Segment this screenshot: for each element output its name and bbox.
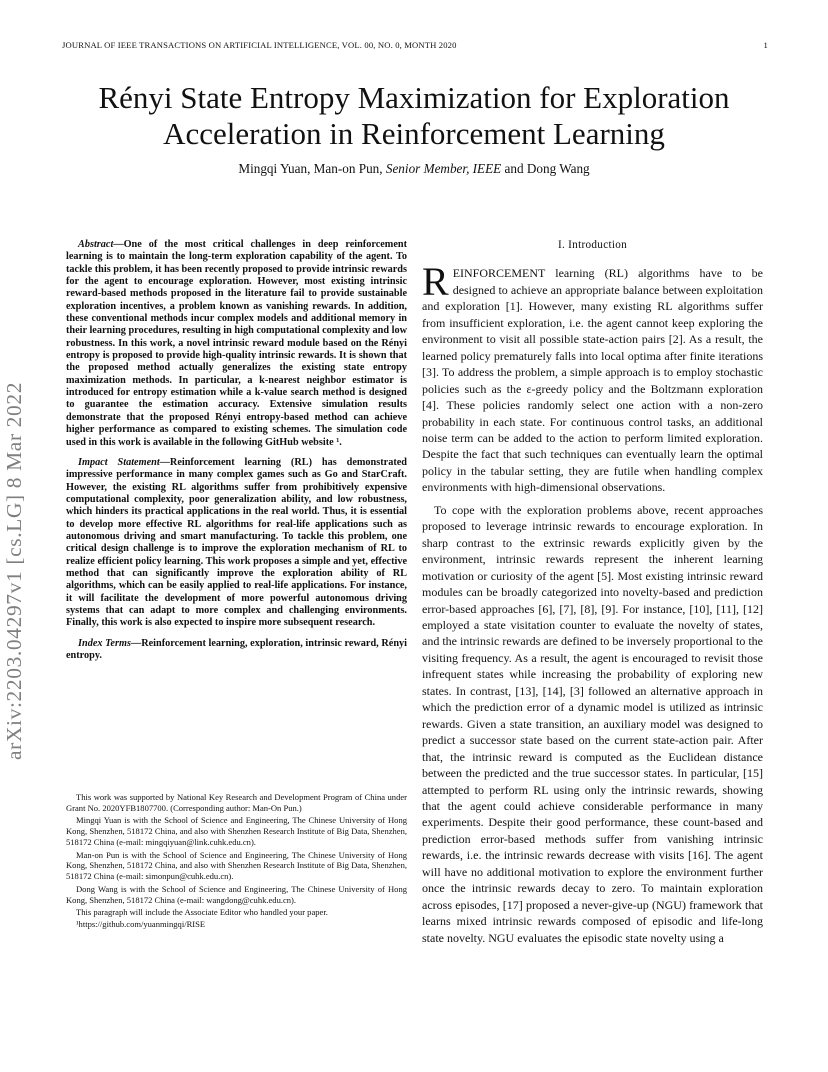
footnote-author-1: Mingqi Yuan is with the School of Science and Engineering, The Chinese University of Hong Kong, Shenzhen, 518172 China, and also with Shenzhen Research Institute of Big Data, Shenzhen, 518172 China (e-mail: mingqiyuan@link.cuhk.edu.cn).: [66, 815, 407, 848]
title-line-1: Rényi State Entropy Maximization for Exploration: [98, 80, 730, 115]
paper-title: [40, 80, 788, 152]
footnote-editor: This paragraph will include the Associate Editor who handled your paper.: [76, 907, 328, 918]
footnote-github-link[interactable]: ¹https://github.com/yuanmingqi/RISE: [76, 919, 206, 930]
intro-paragraph-2: To cope with the exploration problems above, recent approaches proposed to leverage intrinsic rewards to encourage exploration. In sharp contrast to the extrinsic rewards explicitly given by the environment, intrinsic rewards represent the inherent learning motivation or curiosity of the agent [5]. Most existing intrinsic reward modules can be broadly categorized into novelty-based and prediction error-based approaches [6], [7], [8], [9]. For instance, [10], [11], [12] employed a state visitation counter to evaluate the novelty of states, and the intrinsic rewards are defined to be inversely proportional to the visiting frequency. As a result, the agent is encouraged to revisit those infrequent states while increasing the probability of exploring new states. In contrast, [13], [14], [3] followed an alternative approach in which the prediction error of a dynamic model is utilized as intrinsic rewards. Given a state transition, an auxiliary model was designed to predict a successor state based on the current state-action pair. After that, the intrinsic reward is computed as the Euclidean distance between the predicted and the true successor states. In particular, [15] attempted to perform RL using only the intrinsic rewards, showing that the agent could achieve considerable performance in many experiments. Despite their good performance, these count-based and prediction error-based methods suffer from vanishing intrinsic rewards, i.e. the intrinsic rewards decrease with visits [16]. The agent will have no additional motivation to explore the environment further once the intrinsic rewards decay to zero. To maintain exploration across episodes, [17] proposed a never-give-up (NGU) framework that learns mixed intrinsic rewards composed of episodic and life-long state novelty. NGU evaluates the episodic state novelty using a: [422, 502, 763, 945]
footnote-funding: This work was supported by National Key Research and Development Program of China under Grant No. 2020YFB1807700. (Corresponding author: Man-On Pun.): [66, 792, 407, 813]
arxiv-side-stamp: arXiv:2203.04297v1 [cs.LG] 8 Mar 2022: [2, 381, 26, 760]
index-terms: [66, 638, 407, 663]
intro-paragraph-1: [422, 259, 763, 495]
abstract-lead: Abstract: [78, 239, 114, 250]
abstract-text: —One of the most critical challenges in deep reinforcement learning is to maintain the long-term exploration capability of the agent. To tackle this problem, it has been recently proposed to provide intrinsic rewards for the agent to encourage exploration. However, most existing intrinsic reward-based methods proposed in the literature fail to provide sustainable exploration incentives, a problem known as vanishing rewards. In addition, these conventional methods incur complex models and additional memory in their learning procedures, resulting in high computational complexity and low robustness. In this work, a novel intrinsic reward module based on the Rényi entropy is proposed to provide high-quality intrinsic rewards. It is shown that the proposed method actually generalizes the existing state entropy maximization methods. In particular, a k-nearest neighbor estimator is introduced for entropy estimation while a k-value search method is designed to guarantee the estimation accuracy. Extensive simulation results demonstrate that the proposed Rényi entropy-based method can achieve higher performance as compared to existing schemes. The simulation code used in this work is available in the following GitHub website ¹.: [66, 239, 407, 448]
impact-text: —Reinforcement learning (RL) has demonstrated impressive performance in many complex games such as Go and StarCraft. However, the existing RL algorithms suffer from prohibitively expensive computational complexity, poor generalization ability, and low robustness, which hinders its practical applications in the real world. Thus, it is essential to develop more effective RL algorithms for real-life applications such as autonomous driving and smart manufacturing. To tackle this problem, one critical design challenge is to improve the exploration mechanism of RL to realize efficient policy learning. This work proposes a simple and yet, effective method that can significantly improve the exploration ability of RL algorithms, which can be easily applied to real-life applications. For instance, it will facilitate the development of more powerful autonomous driving systems that can adapt to more complex and challenging environments. Finally, this work is also expected to inspire more subsequent research.: [66, 456, 407, 629]
index-terms-lead: Index Terms: [78, 637, 131, 649]
right-column: [422, 237, 763, 952]
section-heading: I. Introduction: [557, 239, 628, 251]
page-number: 1: [763, 40, 768, 50]
author-last: and Dong Wang: [504, 161, 590, 176]
footnote-author-3: Dong Wang is with the School of Science and Engineering, The Chinese University of Hong Kong, Shenzhen, 518172 China (e-mail: wangdong@cuhk.edu.cn).: [66, 883, 407, 905]
left-column: [66, 239, 407, 670]
footnote-author-2: Man-on Pun is with the School of Science and Engineering, The Chinese University of Hong Kong, Shenzhen, 518172 China, and also with Shenzhen Research Institute of Big Data, Shenzhen, 518172 China (e-mail: simonpun@cuhk.edu.cn).: [66, 849, 407, 882]
index-terms-text: —Reinforcement learning, exploration, intrinsic reward, Rényi entropy.: [66, 637, 407, 661]
impact-statement: [66, 457, 407, 630]
journal-name: JOURNAL OF IEEE TRANSACTIONS ON ARTIFICIAL INTELLIGENCE, VOL. 00, NO. 0, MONTH 2020: [62, 40, 457, 50]
drop-cap: R: [422, 259, 449, 305]
author-list: [40, 161, 788, 177]
title-line-2: Acceleration in Reinforcement Learning: [163, 116, 665, 151]
intro-paragraph-1-text: EINFORCEMENT learning (RL) algorithms have to be designed to achieve an appropriate balance between exploitation and exploration [1]. However, many existing RL algorithms suffer from insufficient exploration, i.e. the agent cannot keep exploring the environment to visit all possible state-action pairs [2]. As a result, the learned policy prematurely falls into local optima after finite iterations [3]. To address the problem, a simple approach is to employ stochastic policies such as the ε-greedy policy and the Boltzmann exploration [4]. These policies randomly select one action with a non-zero probability in each state. For continuous control tasks, an additional noise term can be added to the action to perform limited exploration. Despite the fact that such techniques can eventually learn the optimal policy in the tabular setting, they are futile when handling complex environments with high-dimensional observations.: [422, 266, 763, 495]
author-names: Mingqi Yuan, Man-on Pun,: [238, 161, 383, 176]
impact-lead: Impact Statement: [78, 456, 160, 468]
author-role: Senior Member, IEEE: [385, 161, 502, 176]
footnotes: [66, 792, 407, 932]
abstract: [66, 239, 407, 449]
